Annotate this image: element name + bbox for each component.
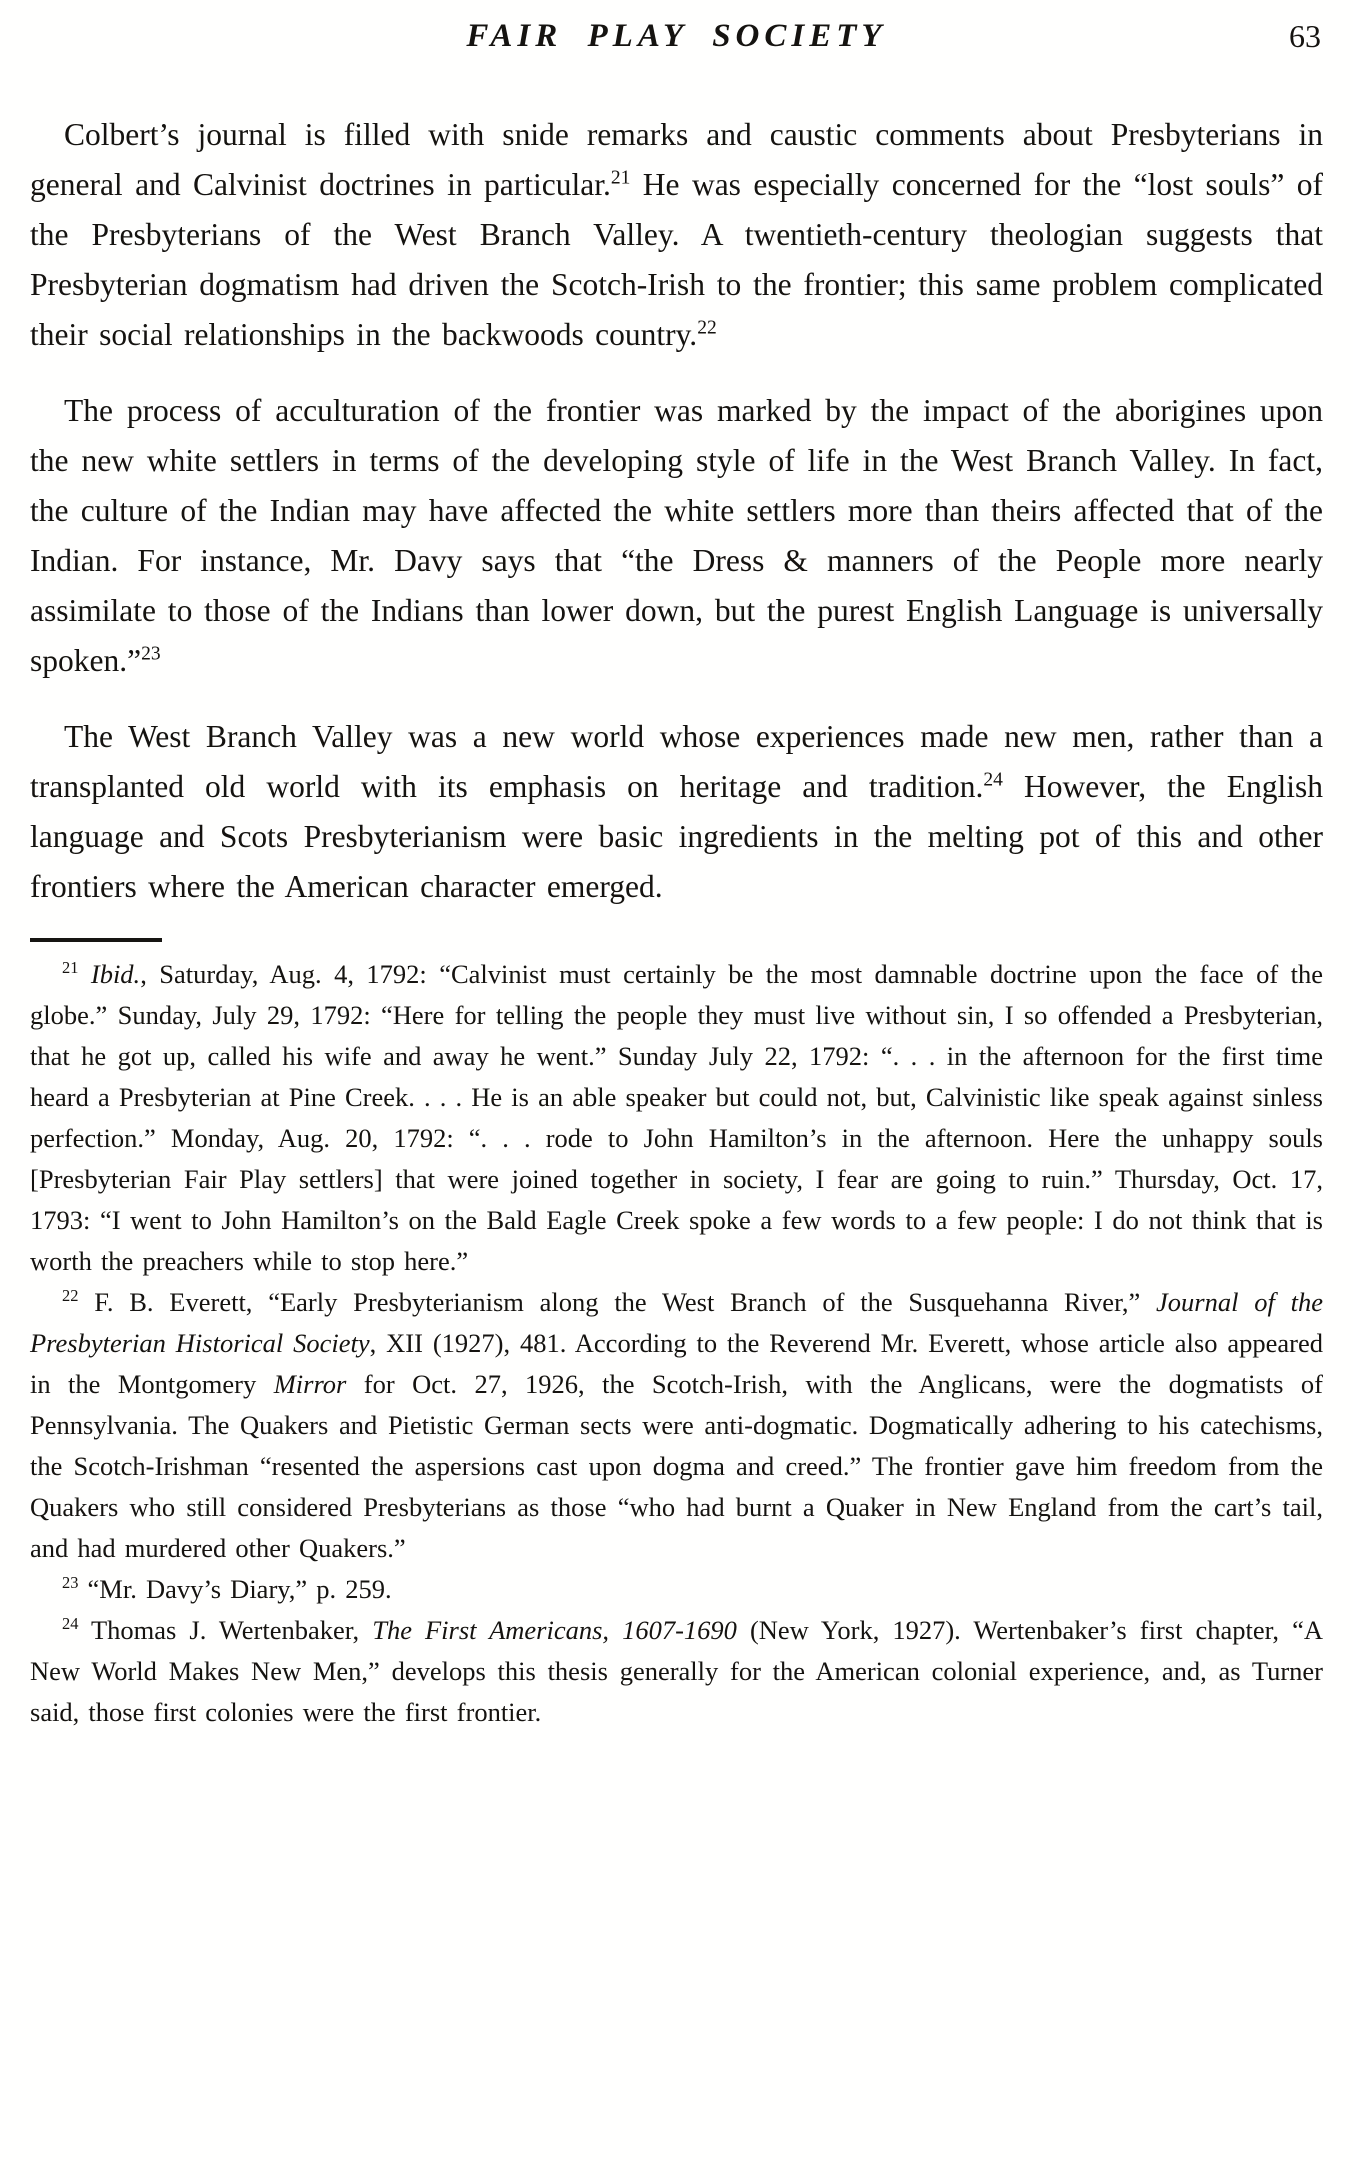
footnote-rule	[30, 938, 162, 942]
footnote: $^{21}$ Ibid., Saturday, Aug. 4, 1792: “Calvinist must certainly be the most damnable doctrine upon the face of the globe.” Sunday, July 29, 1792: “Here for telling the people they must live without sin, I so offended a Presbyterian, that he got up, called his wife and away he went.” Sunday July 22, 1792: “. . . in the afternoon for the first time heard a Presbyterian at Pine Creek. . . . He is an able speaker but could not, but, Calvinistic like speak against sinless perfection.” Monday, Aug. 20, 1792: “. . . rode to John Hamilton’s in the afternoon. Here the unhappy souls [Presbyterian Fair Play settlers] that were joined together in society, I fear are going to ruin.” Thursday, Oct. 17, 1793: “I went to John Hamilton’s on the Bald Eagle Creek spoke a few words to a few people: I do not think that is worth the preachers while to stop here.”	[30, 958, 1323, 1276]
footnote: $^{24}$ Thomas J. Wertenbaker, The First Americans, 1607-1690 (New York, 1927). Wertenbaker’s first chapter, “A New World Makes New Men,” develops this thesis generally for the American colonial experience, and, as Turner said, those first colonies were the first frontier.	[30, 1614, 1323, 1727]
footnote: $^{23}$ “Mr. Davy’s Diary,” p. 259.	[62, 1573, 392, 1604]
page-title: FAIR PLAY SOCIETY	[466, 18, 887, 54]
body-paragraphs	[30, 110, 1323, 912]
footnotes	[30, 954, 1323, 1733]
body-paragraph: The West Branch Valley was a new world whose experiences made new men, rather than a transplanted old world with its emphasis on heritage and tradition.$^{24}$ However, the English language and Scots Presbyterianism were basic ingredients in the melting pot of this and other frontiers where the American character emerged.	[30, 719, 1323, 904]
body-paragraph: Colbert’s journal is filled with snide remarks and caustic comments about Presbyterians in general and Calvinist doctrines in particular.$^{21}$ He was especially concerned for the “lost souls” of the Presbyterians of the West Branch Valley. A twentieth-century theologian suggests that Presbyterian dogmatism had driven the Scotch-Irish to the frontier; this same problem complicated their social relationships in the backwoods country.$^{22}$	[30, 117, 1323, 352]
running-head	[30, 14, 1323, 66]
footnote-marker: 21	[62, 958, 79, 978]
footnote-marker: 22	[62, 1286, 79, 1306]
footnote: $^{22}$ F. B. Everett, “Early Presbyterianism along the West Branch of the Susquehanna River,” Journal of the Presbyterian Historical Society, XII (1927), 481. According to the Reverend Mr. Everett, whose article also appeared in the Montgomery Mirror for Oct. 27, 1926, the Scotch-Irish, with the Anglicans, were the dogmatists of Pennsylvania. The Quakers and Pietistic German sects were anti-dogmatic. Dogmatically adhering to his catechisms, the Scotch-Irishman “resented the aspersions cast upon dogma and creed.” The frontier gave him freedom from the Quakers who still considered Presbyterians as those “who had burnt a Quaker in New England from the cart’s tail, and had murdered other Quakers.”	[30, 1286, 1323, 1563]
footnote-marker: 23	[62, 1573, 79, 1593]
body-paragraph: The process of acculturation of the frontier was marked by the impact of the aborigines upon the new white settlers in terms of the developing style of life in the West Branch Valley. In fact, the culture of the Indian may have affected the white settlers more than theirs affected that of the Indian. For instance, Mr. Davy says that “the Dress & manners of the People more nearly assimilate to those of the Indians than lower down, but the purest English Language is universally spoken.”$^{23}$	[30, 393, 1323, 678]
footnote-marker: 24	[62, 1614, 79, 1634]
page-number: 63	[1289, 18, 1321, 54]
